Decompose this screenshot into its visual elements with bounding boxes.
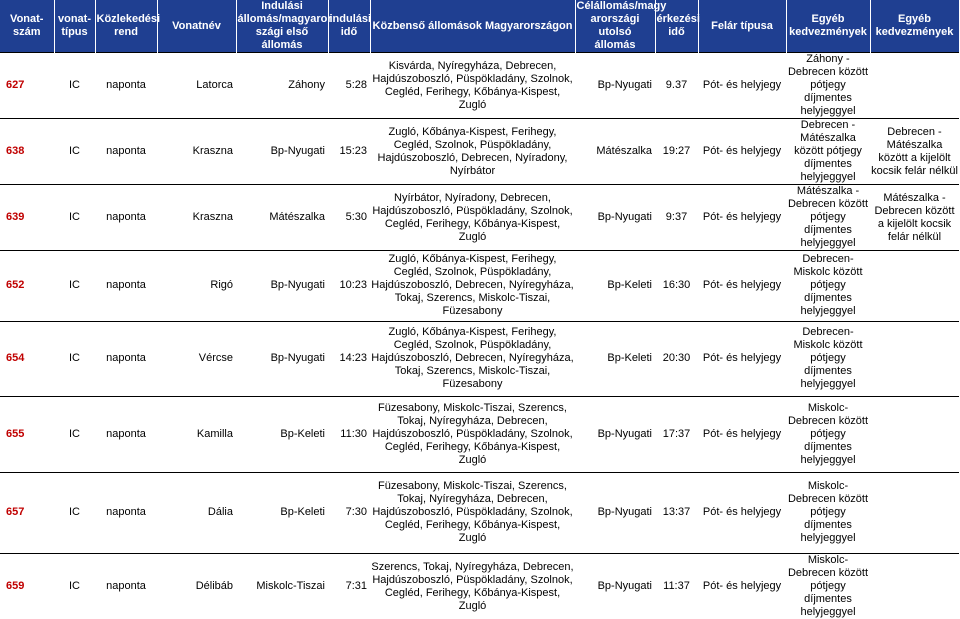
- cell-train-name: Délibáb: [195, 580, 233, 592]
- cell-discount-2: Debrecen - Mátészalka között a kijelölt kocsik felár nélkül: [871, 125, 958, 177]
- cell-origin: Bp-Nyugati: [270, 145, 325, 157]
- table-row: [0, 554, 959, 619]
- table-row: [0, 251, 959, 321]
- cell-destination: Bp-Keleti: [607, 352, 652, 365]
- cell-train-type: IC: [69, 506, 80, 519]
- cell-discount-1: Mátészalka - Debrecen között pótjegy díjmentes helyjeggyel: [787, 185, 869, 249]
- cell-schedule: naponta: [106, 211, 146, 223]
- col-header: érkezési idő: [655, 0, 698, 53]
- table-row: [0, 473, 959, 554]
- cell-surcharge: Pót- és helyjegy: [702, 506, 782, 519]
- cell-departure: 7:30: [345, 506, 367, 519]
- cell-discount-2: [870, 554, 959, 619]
- col-header: vonat- típus: [54, 0, 95, 53]
- col-header: Egyéb kedvezmények: [786, 0, 870, 53]
- cell-intermediate-stations: Zugló, Kőbánya-Kispest, Ferihegy, Cegléd, Szolnok, Püspökladány, Hajdúszoboszló, Debrecen, Nyíradony, Nyírbátor: [377, 125, 568, 177]
- cell-train-type: IC: [69, 279, 80, 292]
- cell-surcharge: Pót- és helyjegy: [702, 427, 782, 440]
- cell-destination: Bp-Nyugati: [597, 506, 652, 519]
- table-row: [0, 322, 959, 397]
- cell-arrival: 17:37: [662, 427, 691, 440]
- cell-arrival: 11:37: [663, 580, 690, 592]
- col-header: Egyéb kedvezmények: [870, 0, 959, 53]
- cell-discount-2: [870, 251, 959, 321]
- cell-departure: 5:30: [345, 211, 367, 223]
- cell-discount-1: Miskolc-Debrecen között pótjegy díjmentes helyjeggyel: [787, 554, 869, 618]
- cell-schedule: naponta: [106, 79, 146, 91]
- cell-train-name: Kamilla: [196, 427, 233, 440]
- cell-train-name: Vércse: [198, 352, 233, 365]
- cell-discount-2: [870, 322, 959, 397]
- cell-arrival: 13:37: [662, 506, 691, 519]
- cell-surcharge: Pót- és helyjegy: [702, 79, 782, 91]
- cell-train-number: 627: [6, 79, 25, 91]
- cell-origin: Záhony: [288, 79, 325, 91]
- cell-departure: 11:30: [340, 427, 367, 440]
- cell-departure: 7:31: [345, 580, 367, 592]
- cell-destination: Bp-Keleti: [607, 279, 652, 292]
- cell-destination: Bp-Nyugati: [597, 79, 652, 91]
- header-row: [0, 0, 959, 53]
- cell-schedule: naponta: [106, 352, 146, 365]
- cell-train-type: IC: [69, 580, 80, 592]
- cell-train-number: 657: [6, 506, 25, 519]
- cell-intermediate-stations: Zugló, Kőbánya-Kispest, Ferihegy, Cegléd, Szolnok, Püspökladány, Hajdúszoboszló, Debrecen, Nyíregyháza, Tokaj, Szerencs, Miskolc-Tiszai, Füzesabony: [371, 253, 574, 318]
- cell-train-number: 652: [6, 279, 25, 292]
- cell-origin: Mátészalka: [269, 211, 325, 223]
- cell-discount-1: Debrecen - Mátészalka között pótjegy díjmentes helyjeggyel: [794, 119, 862, 183]
- cell-train-number: 654: [6, 352, 25, 365]
- cell-train-name: Kraszna: [192, 211, 233, 223]
- cell-schedule: naponta: [106, 145, 146, 157]
- cell-train-type: IC: [69, 211, 80, 223]
- cell-origin: Bp-Keleti: [280, 427, 325, 440]
- cell-train-name: Rigó: [210, 279, 233, 292]
- cell-discount-2: [870, 53, 959, 119]
- cell-origin: Bp-Keleti: [280, 506, 325, 519]
- cell-train-name: Latorca: [196, 79, 233, 91]
- cell-train-type: IC: [69, 427, 80, 440]
- cell-arrival: 9:37: [665, 211, 688, 223]
- cell-intermediate-stations: Füzesabony, Miskolc-Tiszai, Szerencs, Tokaj, Nyíregyháza, Debrecen, Hajdúszoboszló, Püspökladány, Szolnok, Cegléd, Ferihegy, Kőbánya-Kispest, Zugló: [372, 480, 573, 545]
- table-row: [0, 397, 959, 472]
- cell-surcharge: Pót- és helyjegy: [702, 352, 782, 365]
- cell-destination: Mátészalka: [596, 145, 652, 157]
- cell-origin: Bp-Nyugati: [270, 279, 325, 292]
- cell-schedule: naponta: [106, 279, 146, 292]
- cell-intermediate-stations: Kisvárda, Nyíregyháza, Debrecen, Hajdúszoboszló, Püspökladány, Szolnok, Cegléd, Ferihegy, Kőbánya-Kispest, Zugló: [372, 59, 573, 111]
- cell-departure: 15:23: [339, 145, 367, 157]
- col-header: Indulási állomás/magyaror szági első állomás: [237, 0, 332, 51]
- cell-schedule: naponta: [106, 506, 146, 519]
- cell-discount-2: [870, 397, 959, 472]
- cell-discount-1: Záhony - Debrecen között pótjegy díjmentes helyjeggyel: [787, 53, 869, 117]
- cell-train-type: IC: [69, 145, 80, 157]
- cell-train-type: IC: [69, 352, 80, 365]
- col-header: Közbenső állomások Magyarországon: [370, 0, 575, 53]
- cell-arrival: 19:27: [662, 145, 691, 157]
- cell-origin: Bp-Nyugati: [270, 352, 325, 365]
- cell-discount-1: Miskolc-Debrecen között pótjegy díjmentes helyjeggyel: [787, 480, 869, 545]
- cell-origin: Miskolc-Tiszai: [256, 580, 325, 592]
- cell-discount-1: Debrecen-Miskolc között pótjegy díjmentes helyjeggyel: [793, 253, 863, 318]
- cell-destination: Bp-Nyugati: [597, 580, 652, 592]
- table-row: [0, 53, 959, 119]
- cell-discount-2: Mátészalka - Debrecen között a kijelölt kocsik felár nélkül: [874, 191, 955, 243]
- cell-destination: Bp-Nyugati: [597, 211, 652, 223]
- cell-intermediate-stations: Füzesabony, Miskolc-Tiszai, Szerencs, Tokaj, Nyíregyháza, Debrecen, Hajdúszoboszló, Püspökladány, Szolnok, Cegléd, Ferihegy, Kőbánya-Kispest, Zugló: [372, 401, 573, 466]
- cell-schedule: naponta: [106, 580, 146, 592]
- cell-intermediate-stations: Zugló, Kőbánya-Kispest, Ferihegy, Cegléd, Szolnok, Püspökladány, Hajdúszoboszló, Debrecen, Nyíregyháza, Tokaj, Szerencs, Miskolc-Tiszai, Füzesabony: [371, 326, 574, 391]
- cell-arrival: 9.37: [665, 79, 688, 91]
- cell-schedule: naponta: [106, 427, 146, 440]
- cell-train-type: IC: [69, 79, 80, 91]
- cell-intermediate-stations: Szerencs, Tokaj, Nyíregyháza, Debrecen, Hajdúszoboszló, Püspökladány, Szolnok, Cegléd, Ferihegy, Kőbánya-Kispest, Zugló: [371, 560, 574, 612]
- cell-intermediate-stations: Nyírbátor, Nyíradony, Debrecen, Hajdúszoboszló, Püspökladány, Szolnok, Cegléd, Ferihegy, Kőbánya-Kispest, Zugló: [372, 191, 573, 243]
- cell-discount-1: Miskolc-Debrecen között pótjegy díjmentes helyjeggyel: [787, 401, 869, 466]
- cell-departure: 10:23: [339, 279, 367, 292]
- cell-surcharge: Pót- és helyjegy: [702, 211, 782, 223]
- cell-surcharge: Pót- és helyjegy: [702, 279, 782, 292]
- cell-destination: Bp-Nyugati: [597, 427, 652, 440]
- cell-arrival: 20:30: [662, 352, 691, 365]
- col-header: Vonatnév: [157, 0, 236, 53]
- cell-train-name: Dália: [207, 506, 233, 519]
- col-header: Célállomás/magy arországi utolsó állomás: [576, 0, 667, 51]
- table-row: [0, 119, 959, 185]
- col-header: Közlekedési rend: [95, 0, 157, 53]
- cell-train-number: 655: [6, 427, 25, 440]
- cell-train-number: 639: [6, 211, 25, 223]
- col-header: Vonat- szám: [0, 0, 54, 53]
- cell-surcharge: Pót- és helyjegy: [702, 145, 782, 157]
- cell-discount-2: [870, 473, 959, 554]
- col-header: indulási idő: [328, 0, 370, 53]
- cell-departure: 14:23: [339, 352, 367, 365]
- col-header: Felár típusa: [698, 0, 786, 53]
- cell-arrival: 16:30: [662, 279, 691, 292]
- cell-train-number: 638: [6, 145, 25, 157]
- cell-discount-1: Debrecen-Miskolc között pótjegy díjmentes helyjeggyel: [793, 326, 863, 391]
- cell-departure: 5:28: [345, 79, 367, 91]
- cell-surcharge: Pót- és helyjegy: [702, 580, 782, 592]
- cell-train-name: Kraszna: [192, 145, 233, 157]
- table-row: [0, 185, 959, 251]
- cell-train-number: 659: [6, 580, 25, 592]
